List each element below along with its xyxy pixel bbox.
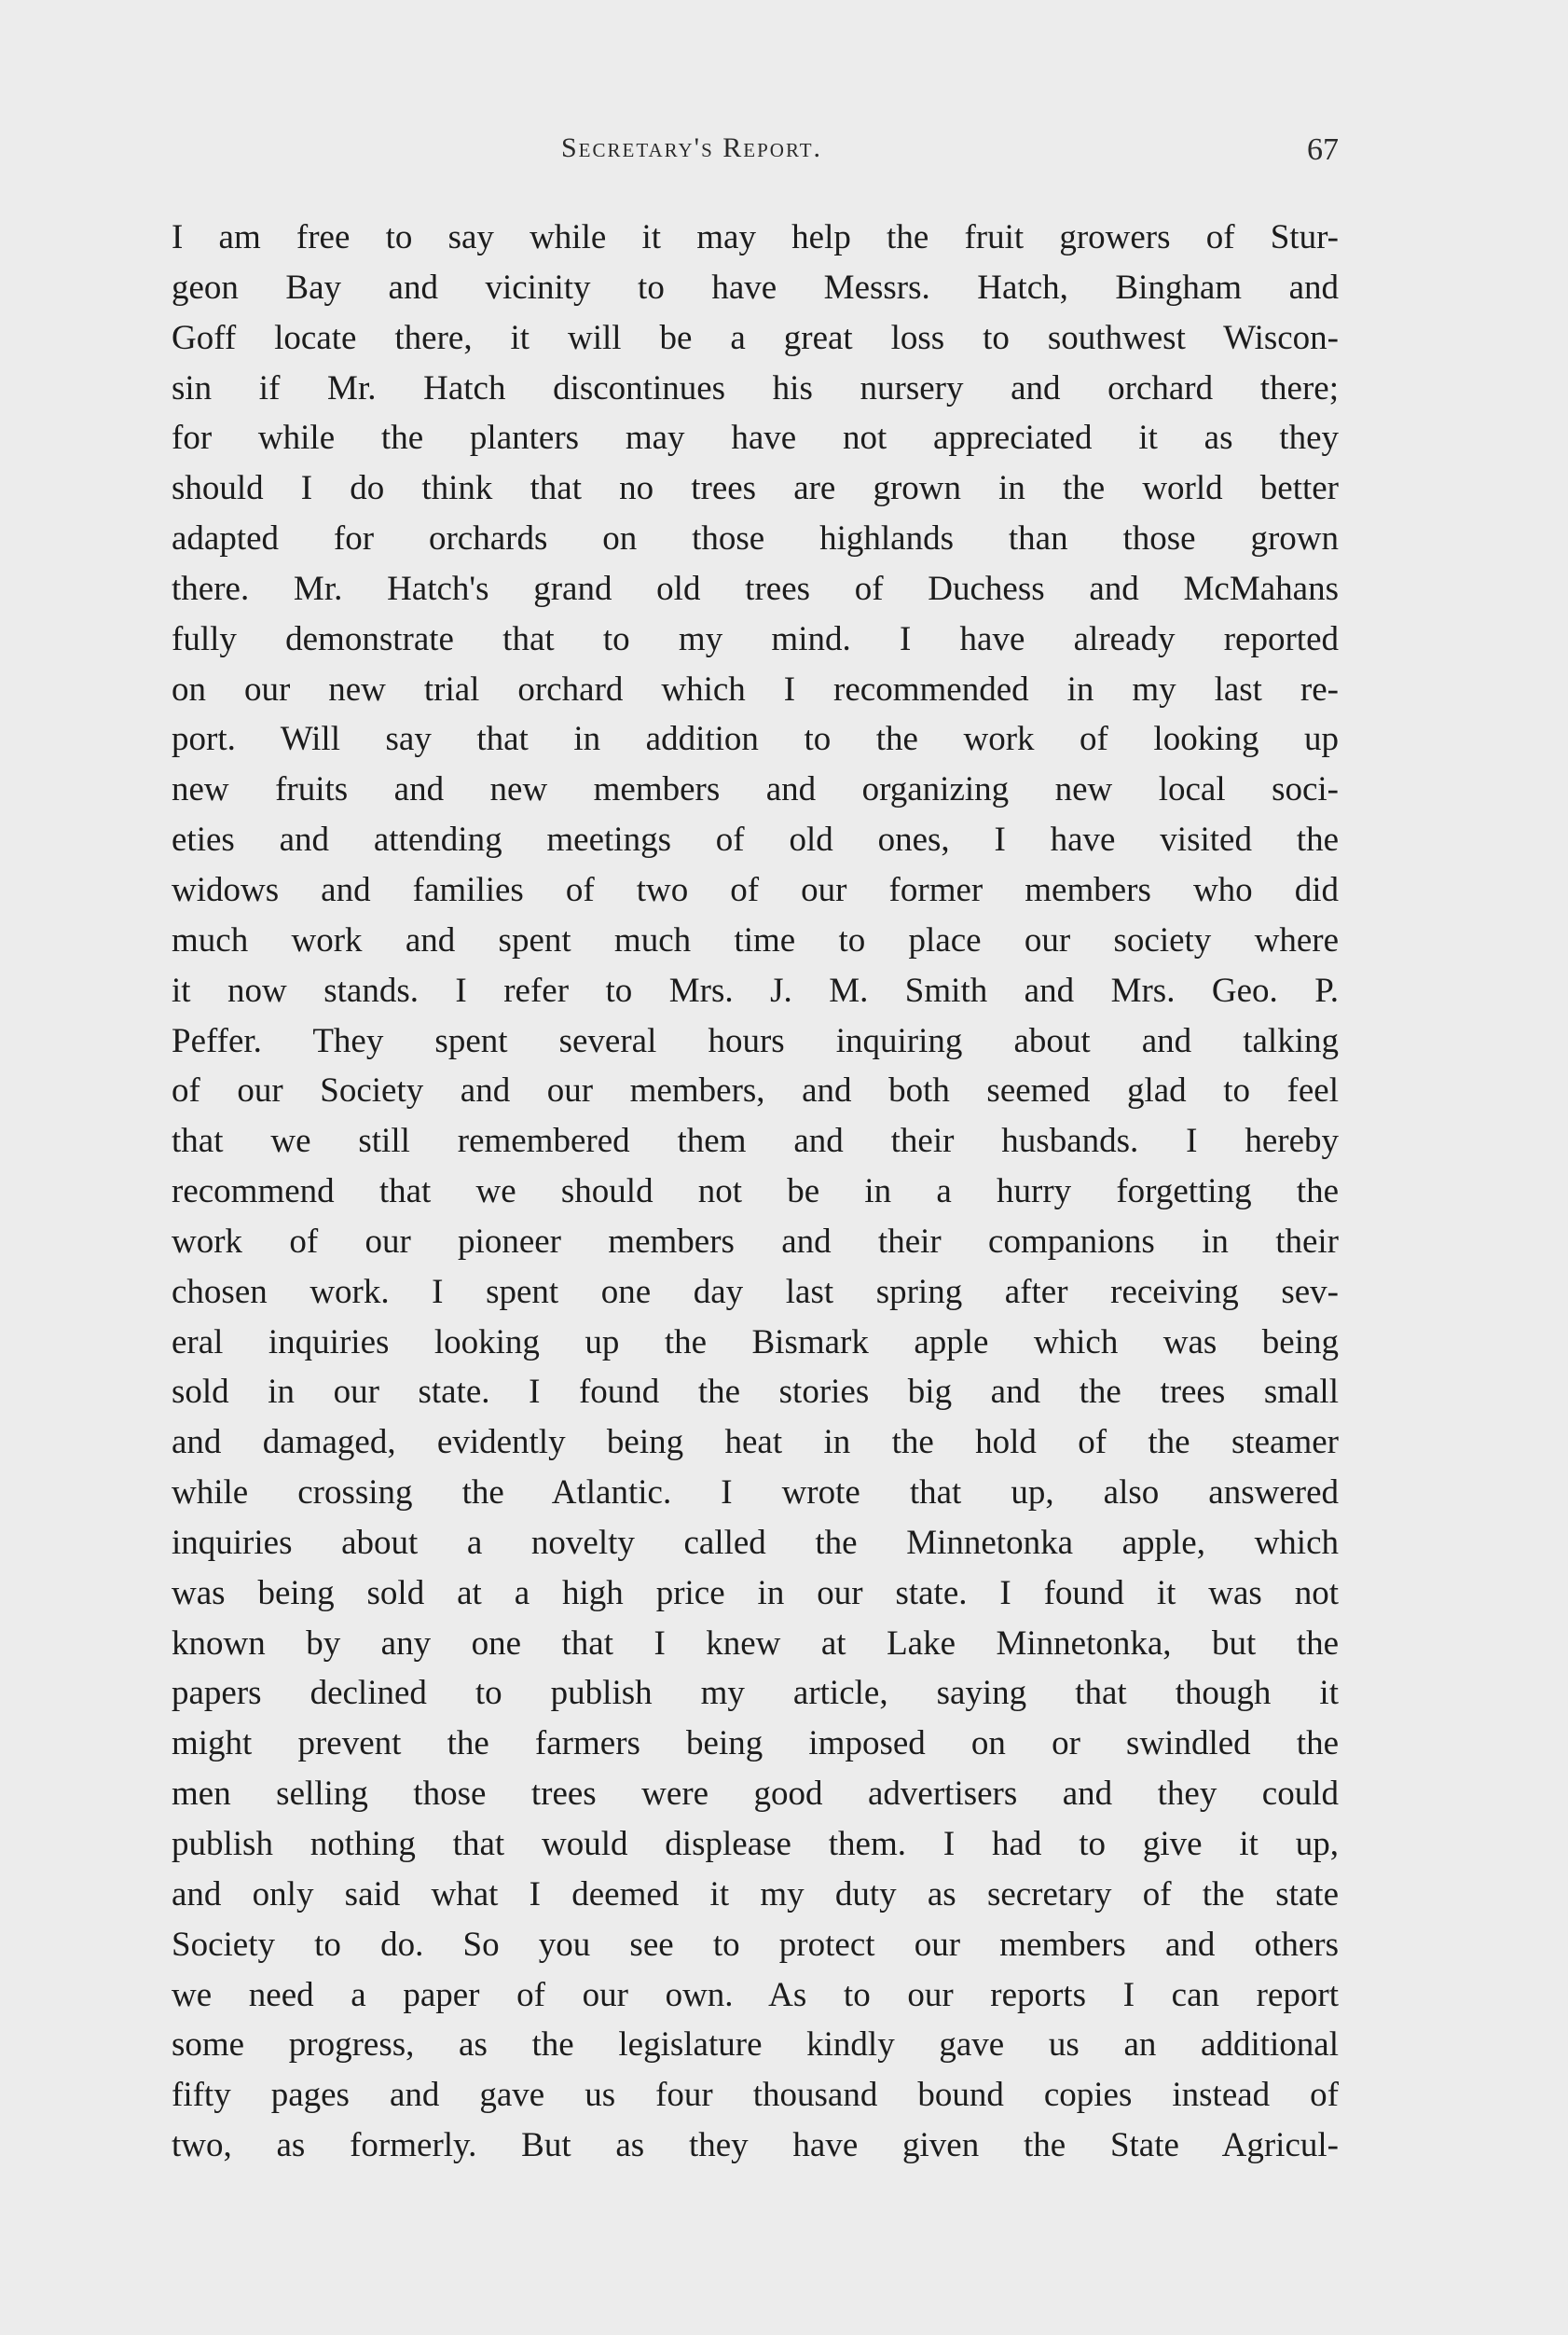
text-line: widows and families of two of our former members who did [172, 870, 1339, 909]
text-line: known by any one that I knew at Lake Minnetonka, but the [172, 1623, 1339, 1663]
text-line: I am free to say while it may help the fruit growers of Stur- [172, 218, 1339, 256]
text-line: fully demonstrate that to my mind. I have already reported [172, 619, 1339, 658]
text-line: and only said what I deemed it my duty as secretary of the state [172, 1874, 1339, 1914]
text-line: new fruits and new members and organizing new local soci- [172, 770, 1339, 809]
text-line: recommend that we should not be in a hurry forgetting the [172, 1172, 1339, 1211]
text-line: adapted for orchards on those highlands than those grown [172, 519, 1339, 559]
running-head [172, 132, 1339, 179]
text-line: some progress, as the legislature kindly gave us an additional [172, 2025, 1339, 2065]
text-line: for while the planters may have not appreciated it as they [172, 419, 1339, 458]
text-line: of our Society and our members, and both seemed glad to feel [172, 1071, 1339, 1111]
text-line: chosen work. I spent one day last spring after receiving sev- [172, 1272, 1339, 1311]
text-line: while crossing the Atlantic. I wrote that up, also answered [172, 1473, 1339, 1513]
text-line: might prevent the farmers being imposed on or swindled the [172, 1724, 1339, 1763]
text-line: it now stands. I refer to Mrs. J. M. Smith and Mrs. Geo. P. [172, 971, 1339, 1010]
text-line: on our new trial orchard which I recommended in my last re- [172, 670, 1339, 709]
text-line: papers declined to publish my article, saying that though it [172, 1674, 1339, 1713]
text-line: eties and attending meetings of old ones, I have visited the [172, 821, 1339, 860]
text-line: men selling those trees were good advertisers and they could [172, 1775, 1339, 1814]
text-line: sold in our state. I found the stories big and the trees small [172, 1373, 1339, 1412]
text-line: that we still remembered them and their husbands. I hereby [172, 1122, 1339, 1161]
text-line: there. Mr. Hatch's grand old trees of Duchess and McMahans [172, 569, 1339, 608]
text-line: we need a paper of our own. As to our reports I can report [172, 1975, 1339, 2014]
running-title: Secretary's Report. [561, 132, 823, 163]
text-line: inquiries about a novelty called the Minnetonka apple, which [172, 1523, 1339, 1562]
text-line: Peffer. They spent several hours inquiring about and talking [172, 1021, 1339, 1060]
text-line: sin if Mr. Hatch discontinues his nursery and orchard there; [172, 368, 1339, 408]
text-line: eral inquiries looking up the Bismark apple which was being [172, 1322, 1339, 1361]
text-line: publish nothing that would displease them. I had to give it up, [172, 1825, 1339, 1863]
text-line: Goff locate there, it will be a great loss to southwest Wiscon- [172, 318, 1339, 357]
text-line: fifty pages and gave us four thousand bound copies instead of [172, 2076, 1339, 2115]
text-line: much work and spent much time to place our society where [172, 920, 1339, 960]
text-line: work of our pioneer members and their companions in their [172, 1222, 1339, 1261]
text-line: port. Will say that in addition to the work of looking up [172, 720, 1339, 759]
body-text [172, 213, 1339, 2171]
text-line: two, as formerly. But as they have given the State Agricul- [172, 2126, 1339, 2165]
page-number: 67 [1307, 132, 1339, 167]
text-line: Society to do. So you see to protect our members and others [172, 1925, 1339, 1964]
text-line: was being sold at a high price in our state. I found it was not [172, 1573, 1339, 1612]
text-line: and damaged, evidently being heat in the hold of the steamer [172, 1423, 1339, 1462]
text-line: geon Bay and vicinity to have Messrs. Hatch, Bingham and [172, 268, 1339, 307]
text-line: should I do think that no trees are grown in the world better [172, 469, 1339, 508]
